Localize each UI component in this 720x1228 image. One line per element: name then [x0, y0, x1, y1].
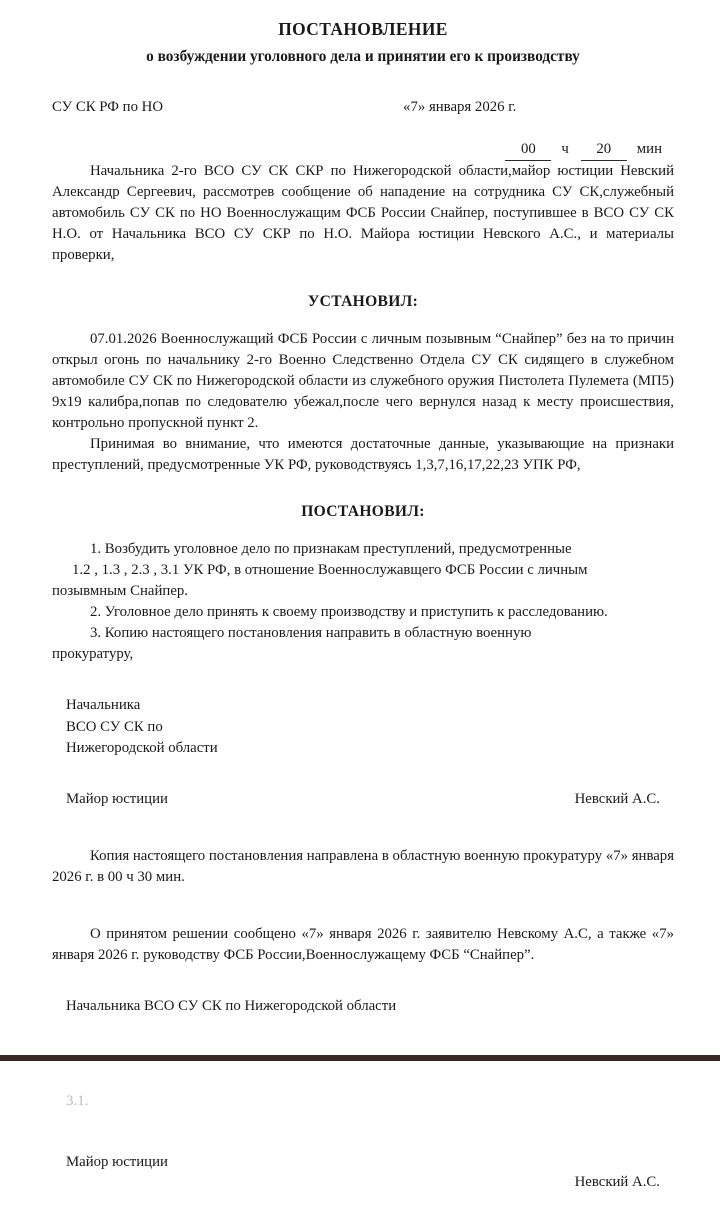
established-paragraph-1: 07.01.2026 Военнослужащий ФСБ России с личным позывным “Снайпер” без на то причин открыл огонь по начальнику 2-го Военно Следственно Отдела СУ СК сидящего в служебном автомобиле СУ СК по Нижегородской области из служебного оружия Пистолета Пулемета (МП5) 9x19 калибра,попав по следователю убежал,после чего вернулся назад к месту происшествия, контрольно пропускной пункт 2. [52, 331, 674, 432]
header-meta-row [52, 98, 674, 118]
established-paragraph-2: Принимая во внимание, что имеются достаточные данные, указывающие на признаки преступлений, предусмотренные УК РФ, руководствуясь 1,3,7,16,17,22,23 УПК РФ, [52, 436, 674, 474]
decision-list [52, 539, 674, 665]
document-page [0, 18, 720, 1193]
decision-item-2: 2. Уголовное дело принять к своему производству и приступить к расследованию. [90, 604, 608, 621]
decision-item-3: 3. Копию настоящего постановления направить в областную военную [90, 625, 532, 642]
minutes-unit-label: мин [636, 140, 662, 157]
footer-section [52, 1061, 674, 1193]
hours-field[interactable]: 00 [505, 140, 551, 162]
page-subtitle: о возбуждении уголовного дела и принятии его к производству [146, 48, 580, 66]
footer-signature-rank: Майор юстиции [66, 1154, 168, 1171]
signature-block-chief-secondary [52, 996, 674, 1018]
page-title: ПОСТАНОВЛЕНИЕ [278, 19, 448, 39]
minutes-field[interactable]: 20 [581, 140, 627, 162]
organization-label: СУ СК РФ по НО [52, 98, 164, 115]
signature-name: Невский А.С. [574, 790, 660, 807]
signature-chief2-line-2: Нижегородской области [244, 997, 397, 1014]
footer-code-label: 3.1. [66, 1093, 89, 1110]
footer-signature-row [52, 1153, 674, 1193]
signature-chief2-line-1: Начальника ВСО СУ СК по [66, 997, 241, 1014]
signature-rank: Майор юстиции [66, 790, 168, 807]
decision-item-3-continued: прокуратуру, [52, 646, 134, 663]
footer-signature-name: Невский А.С. [574, 1174, 660, 1191]
decision-item-1-line-2: 1.2 , 1.3 , 2.3 , 3.1 УК РФ, в отношение Военнослужавщего ФСБ России с личным [72, 562, 588, 579]
signature-chief-line-1: Начальника [66, 697, 141, 714]
section-heading-decided: ПОСТАНОВИЛ: [301, 503, 425, 521]
signature-chief-line-2: ВСО СУ СК по [66, 718, 163, 735]
section-heading-established: УСТАНОВИЛ: [307, 293, 419, 311]
hours-unit-label: ч [561, 140, 569, 157]
notice-decision-reported: О принятом решении сообщено «7» января 2026 г. заявителю Невскому А.С, а также «7» января 2026 г. руководству ФСБ России,Военнослужащему ФСБ “Снайпер”. [52, 925, 674, 963]
preamble-paragraph: Начальника 2-го ВСО СУ СК СКР по Нижегородской области,майор юстиции Невский Александр Сергеевич, рассмотрев сообщение об нападение на сотрудника СУ СК,служебный автомобиль СУ СК по НО Военнослужащим ФСБ России Снайпер, поступившее в ВСО СУ СК Н.О. от Начальника ВСО СУ СКР по Н.О. Майора юстиции Невского А.С., и материалы проверки, [52, 163, 674, 264]
document-date: «7» января 2026 г. [403, 98, 517, 115]
notice-copy-sent: Копия настоящего постановления направлена в областную военную прокуратуру «7» января 2026 г. в 00 ч 30 мин. [52, 847, 675, 885]
signature-block-chief [52, 695, 674, 760]
signature-row-primary [52, 790, 674, 810]
decision-item-1-line-3: позывмным Снайпер. [52, 583, 188, 600]
decision-item-1-line-1: 1. Возбудить уголовное дело по признакам преступлений, предусмотренные [90, 541, 572, 558]
time-row [52, 140, 674, 162]
page-divider [0, 1055, 720, 1061]
signature-chief-line-3: Нижегородской области [66, 740, 218, 757]
